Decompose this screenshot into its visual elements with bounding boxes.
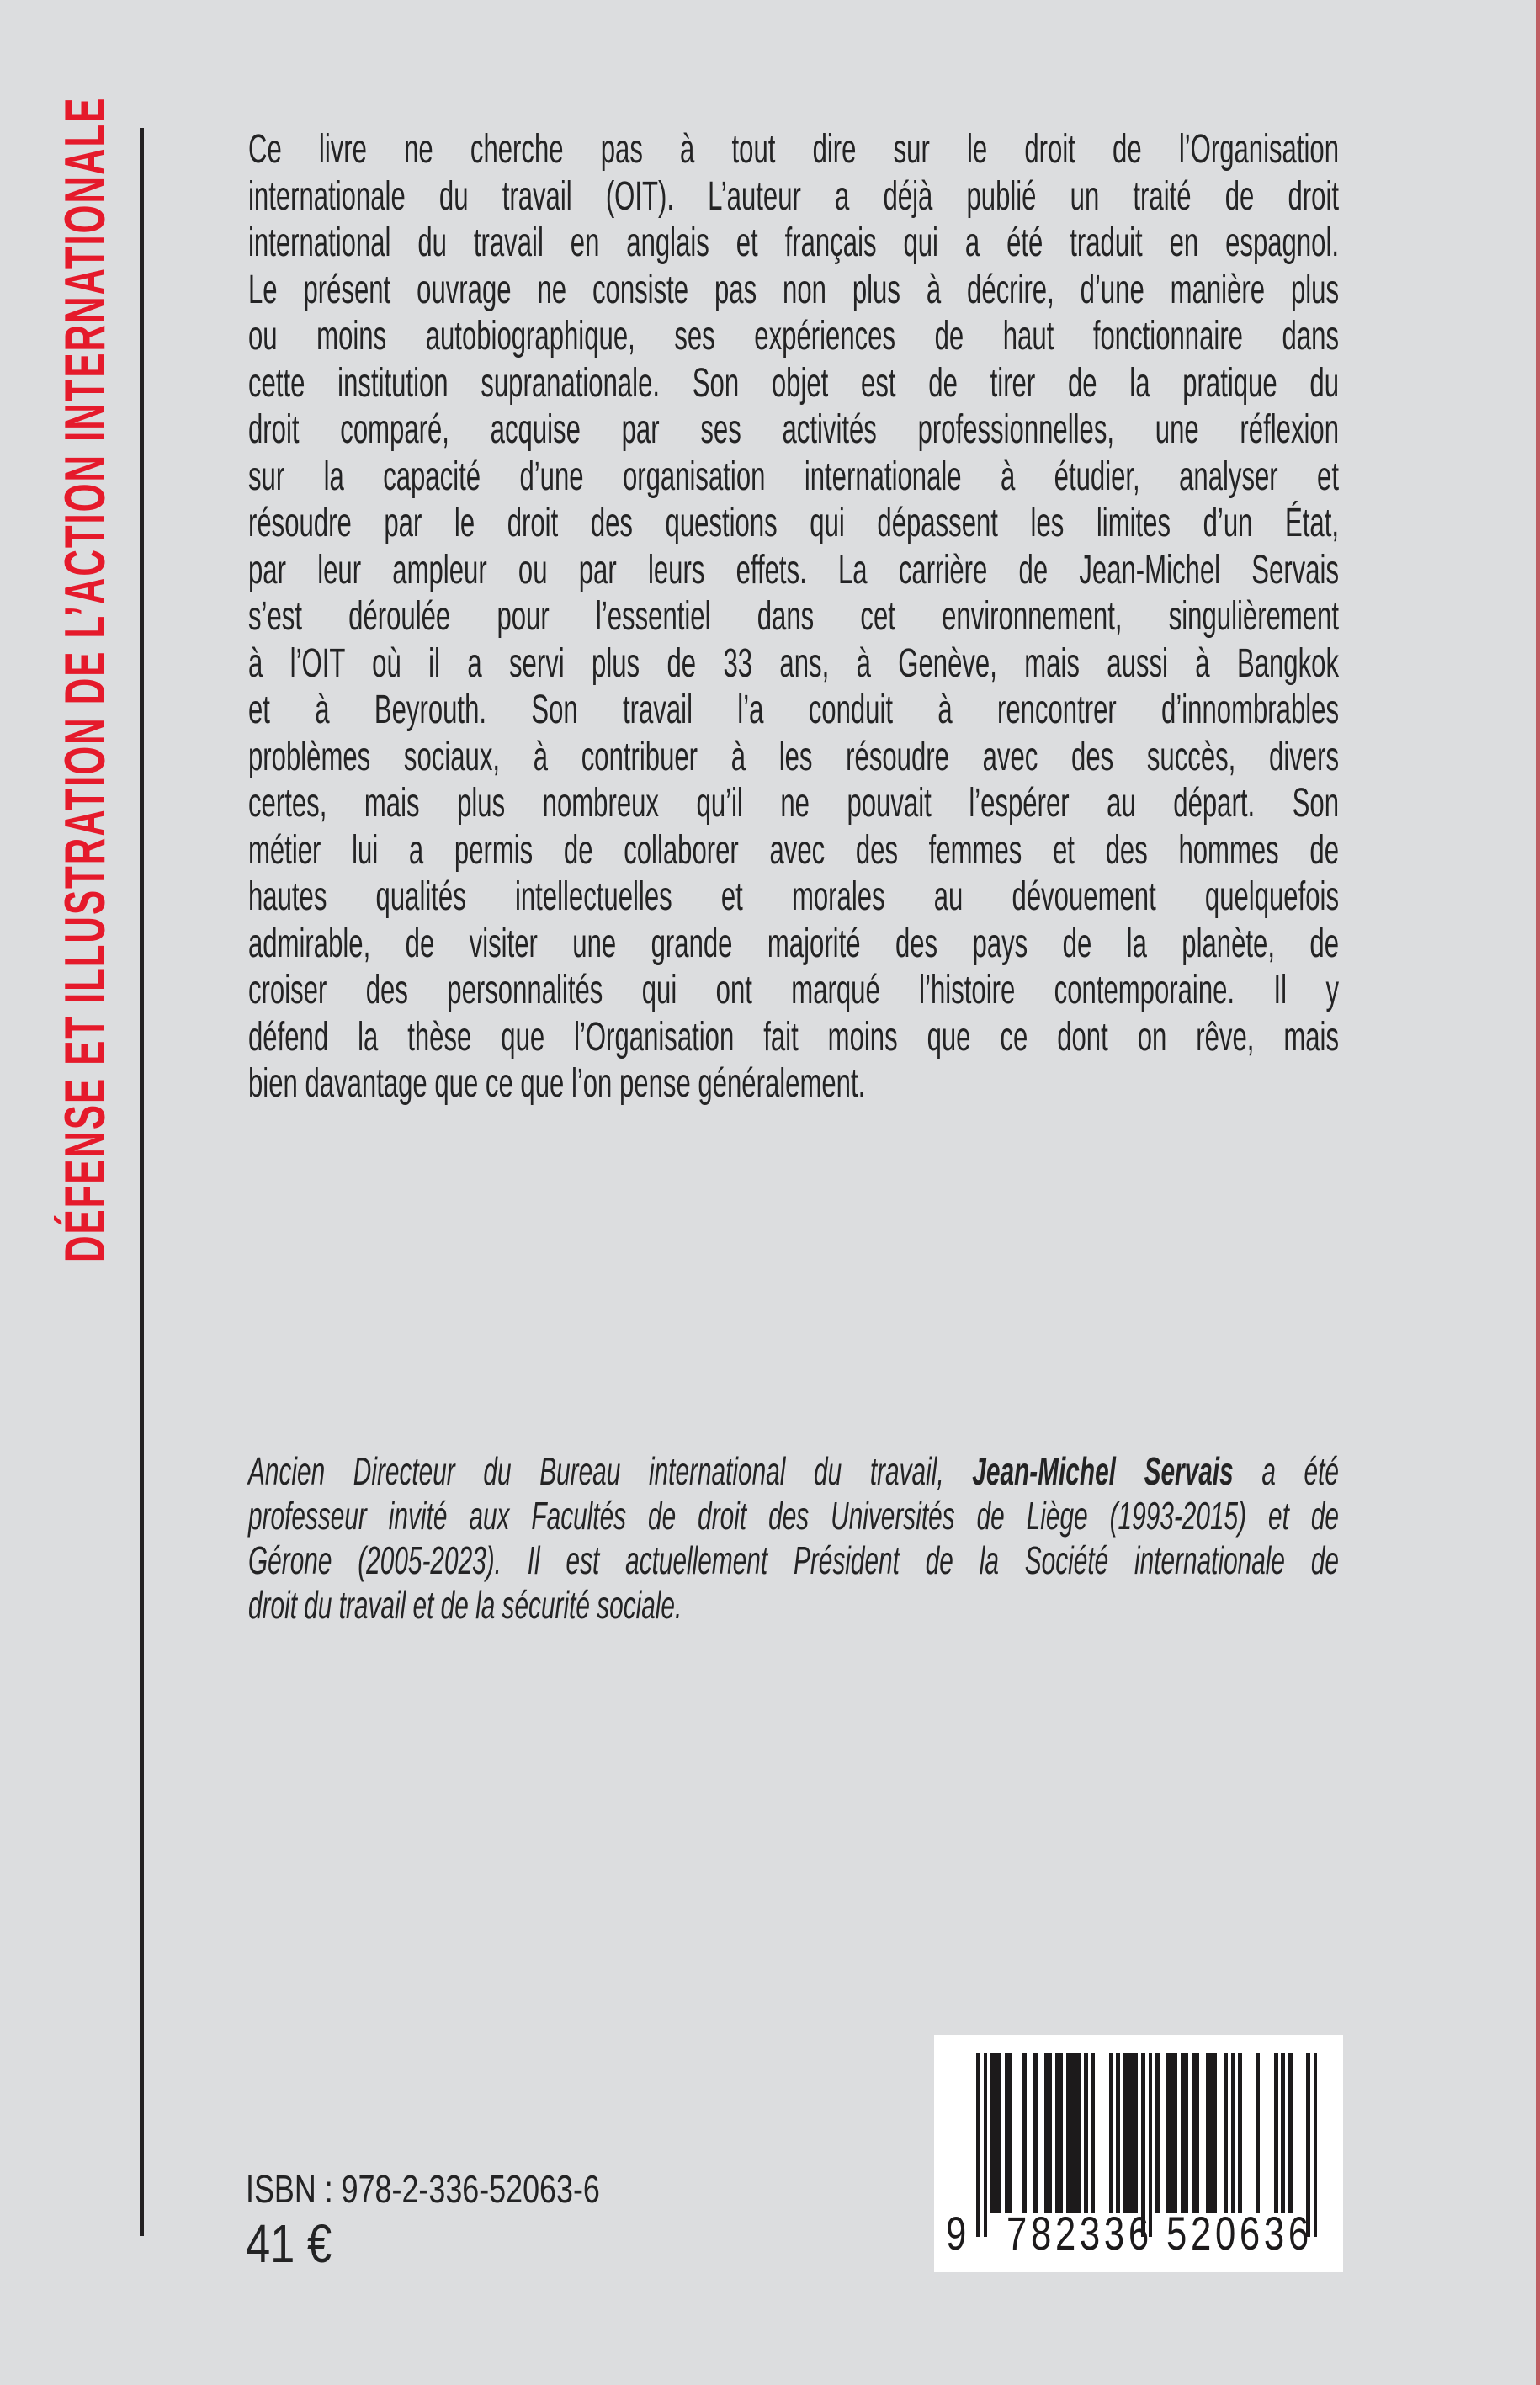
author-name: Jean-Michel Servais [972,1449,1234,1493]
barcode-bar [1314,2053,1318,2237]
summary-line: croiser des personnalités qui ont marqué l’histoire contemporaine. Il y [248,968,1339,1012]
bio-line: Gérone (2005-2023). Il est actuellement Président de la Société internationale de [248,1538,1339,1582]
barcode-bar [1231,2053,1235,2213]
summary-line: par leur ampleur ou par leurs effets. La carrière de Jean-Michel Servais [248,547,1339,592]
bio-text: Ancien Directeur du Bureau international du travail, [248,1449,973,1493]
isbn-label: ISBN : 978-2-336-52063-6 [246,2167,600,2211]
barcode-bar [1281,2053,1285,2213]
bio-line [248,1449,1339,1494]
barcode-bar [1109,2053,1113,2213]
summary-line: métier lui a permis de collaborer avec des femmes et des hommes de [248,827,1339,873]
summary-line: s’est déroulée pour l’essentiel dans cet environnement, singulièrement [248,594,1339,639]
summary-line: ou moins autobiographique, ses expériences de haut fonctionnaire dans [248,314,1339,359]
summary-line: défend la thèse que l’Organisation fait moins que ce dont on rêve, mais [248,1014,1339,1060]
barcode-bar [1206,2053,1217,2213]
barcode-bar [1044,2053,1052,2213]
summary-line: résoudre par le droit des questions qui dépassent les limites d’un État, [248,501,1339,545]
barcode-bar [1116,2053,1120,2213]
collection-title-text: DÉFENSE ET ILLUSTRATION DE L’ACTION INTERNATIONALE [53,96,117,1262]
summary-line: sur la capacité d’une organisation internationale à étudier, analyser et [248,454,1339,499]
summary-paragraph [248,126,1339,1108]
barcode-bar [1066,2053,1081,2213]
summary-line: droit comparé, acquise par ses activités professionnelles, une réflexion [248,407,1339,452]
author-bio [248,1449,1339,1628]
summary-line: Ce livre ne cherche pas à tout dire sur le droit de l’Organisation [248,127,1339,172]
barcode-bar [1155,2053,1160,2213]
barcode-digit-first: 9 [946,2207,970,2260]
barcode-bar [1033,2053,1038,2213]
barcode-bar [1181,2053,1188,2213]
summary-line: international du travail en anglais et français qui a été traduit en espagnol. [248,220,1339,265]
price-label: 41 € [246,2213,332,2274]
summary-line: certes, mais plus nombreux qu’il ne pouvait l’espérer au départ. Son [248,781,1339,826]
summary-line: admirable, de visiter une grande majorité des pays de la planète, de [248,921,1339,966]
barcode-bar [1005,2053,1012,2213]
bio-line: professeur invité aux Facultés de droit des Universités de Liège (1993-2015) et de [248,1494,1339,1538]
vertical-rule [140,128,144,2236]
barcode-bar [1084,2053,1088,2213]
summary-line: problèmes sociaux, à contribuer à les résoudre avec des succès, divers [248,734,1339,779]
barcode-bar [1192,2053,1199,2213]
summary-line: internationale du travail (OIT). L’auteur a déjà publié un traité de droit [248,173,1339,219]
barcode-digits-left: 782336 [1006,2207,1153,2260]
barcode-bar [1123,2053,1139,2213]
right-edge-red-strip [1536,0,1540,2385]
summary-line: hautes qualités intellectuelles et morales au dévouement quelquefois [248,874,1339,919]
summary-line: à l’OIT où il a servi plus de 33 ans, à Genève, mais aussi à Bangkok [248,640,1339,686]
barcode-digits-right: 520636 [1166,2207,1313,2260]
barcode-bar [990,2053,1001,2213]
ean13-barcode [934,2035,1343,2272]
barcode-bar [976,2053,980,2237]
summary-line: cette institution supranationale. Son objet est de tirer de la pratique du [248,360,1339,406]
barcode-bar [1091,2053,1095,2213]
barcode-bar [1022,2053,1027,2213]
barcode-bar [984,2053,988,2237]
summary-line: Le présent ouvrage ne consiste pas non plus à décrire, d’une manière plus [248,267,1339,312]
bio-text: a été [1233,1449,1339,1493]
barcode-bar [1166,2053,1177,2213]
barcode-bar [1288,2053,1293,2213]
barcode-bar [1055,2053,1063,2213]
barcode-bar [1238,2053,1242,2213]
bio-line: droit du travail et de la sécurité sociale. [248,1583,682,1627]
barcode-bar [1256,2053,1261,2213]
summary-line: et à Beyrouth. Son travail l’a conduit à rencontrer d’innombrables [248,688,1339,732]
barcode-bar [1274,2053,1278,2213]
summary-line: bien davantage que ce que l’on pense généralement. [248,1061,866,1106]
collection-title [53,0,117,1262]
barcode-bar [1224,2053,1228,2213]
